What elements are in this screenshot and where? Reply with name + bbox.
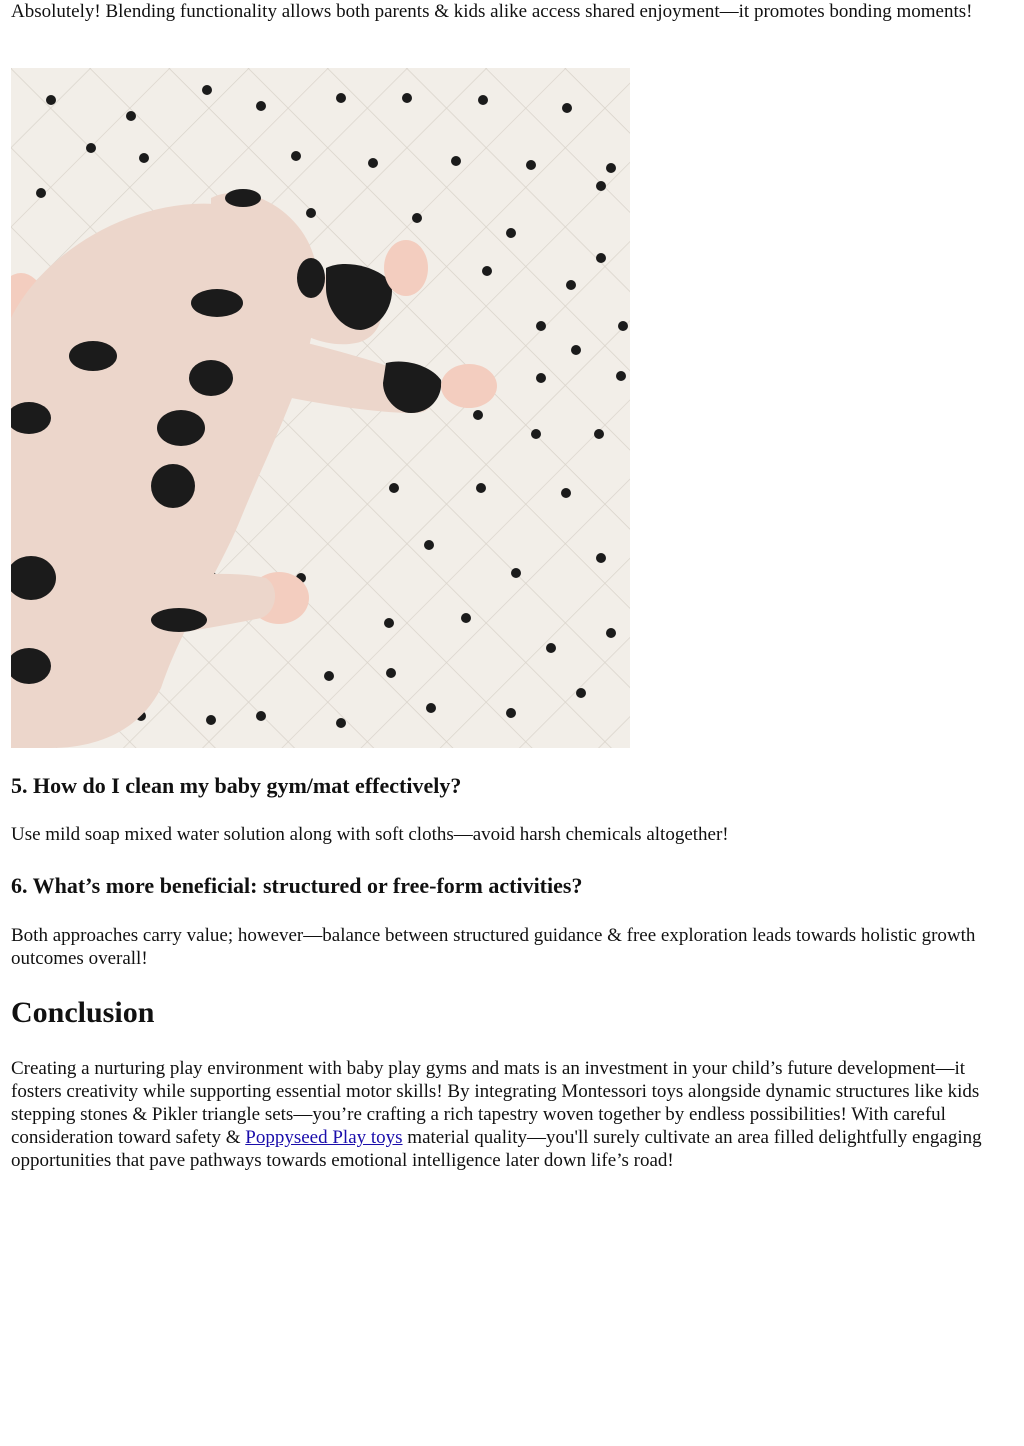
faq-question-6: 6. What’s more beneficial: structured or free-form activities? [11,873,583,898]
baby-on-quilt-image [11,68,630,748]
conclusion-heading: Conclusion [11,996,155,1029]
baby-photo [11,68,630,748]
conclusion-text-before-link: Creating a nurturing play environment with baby play gyms and mats is an investment in your child’s future development—it fosters creativity while supporting essential motor skills! By integrating Montessori toys alongside dynamic structures like kids stepping stones & Pikler triangle sets—you’re crafting a rich tapestry woven together by endless possibilities! With careful consideration toward safety & [11,1058,980,1148]
faq-answer-6: Both approaches carry value; however—balance between structured guidance & free exploration leads towards holistic growth outcomes overall! [11,925,976,969]
faq-question-5: 5. How do I clean my baby gym/mat effectively? [11,773,462,798]
faq-answer-5: Use mild soap mixed water solution along with soft cloths—avoid harsh chemicals altogether! [11,824,729,845]
conclusion-text-after-link: material quality—you'll surely cultivate an area filled delightfully engaging opportunities that pave pathways towards emotional intelligence later down life’s road! [11,1127,982,1171]
poppyseed-play-toys-link[interactable]: Poppyseed Play toys [245,1127,403,1148]
conclusion-paragraph [11,1057,1011,1172]
intro-paragraph: Absolutely! Blending functionality allows both parents & kids alike access shared enjoyment—it promotes bonding moments! [11,1,973,22]
